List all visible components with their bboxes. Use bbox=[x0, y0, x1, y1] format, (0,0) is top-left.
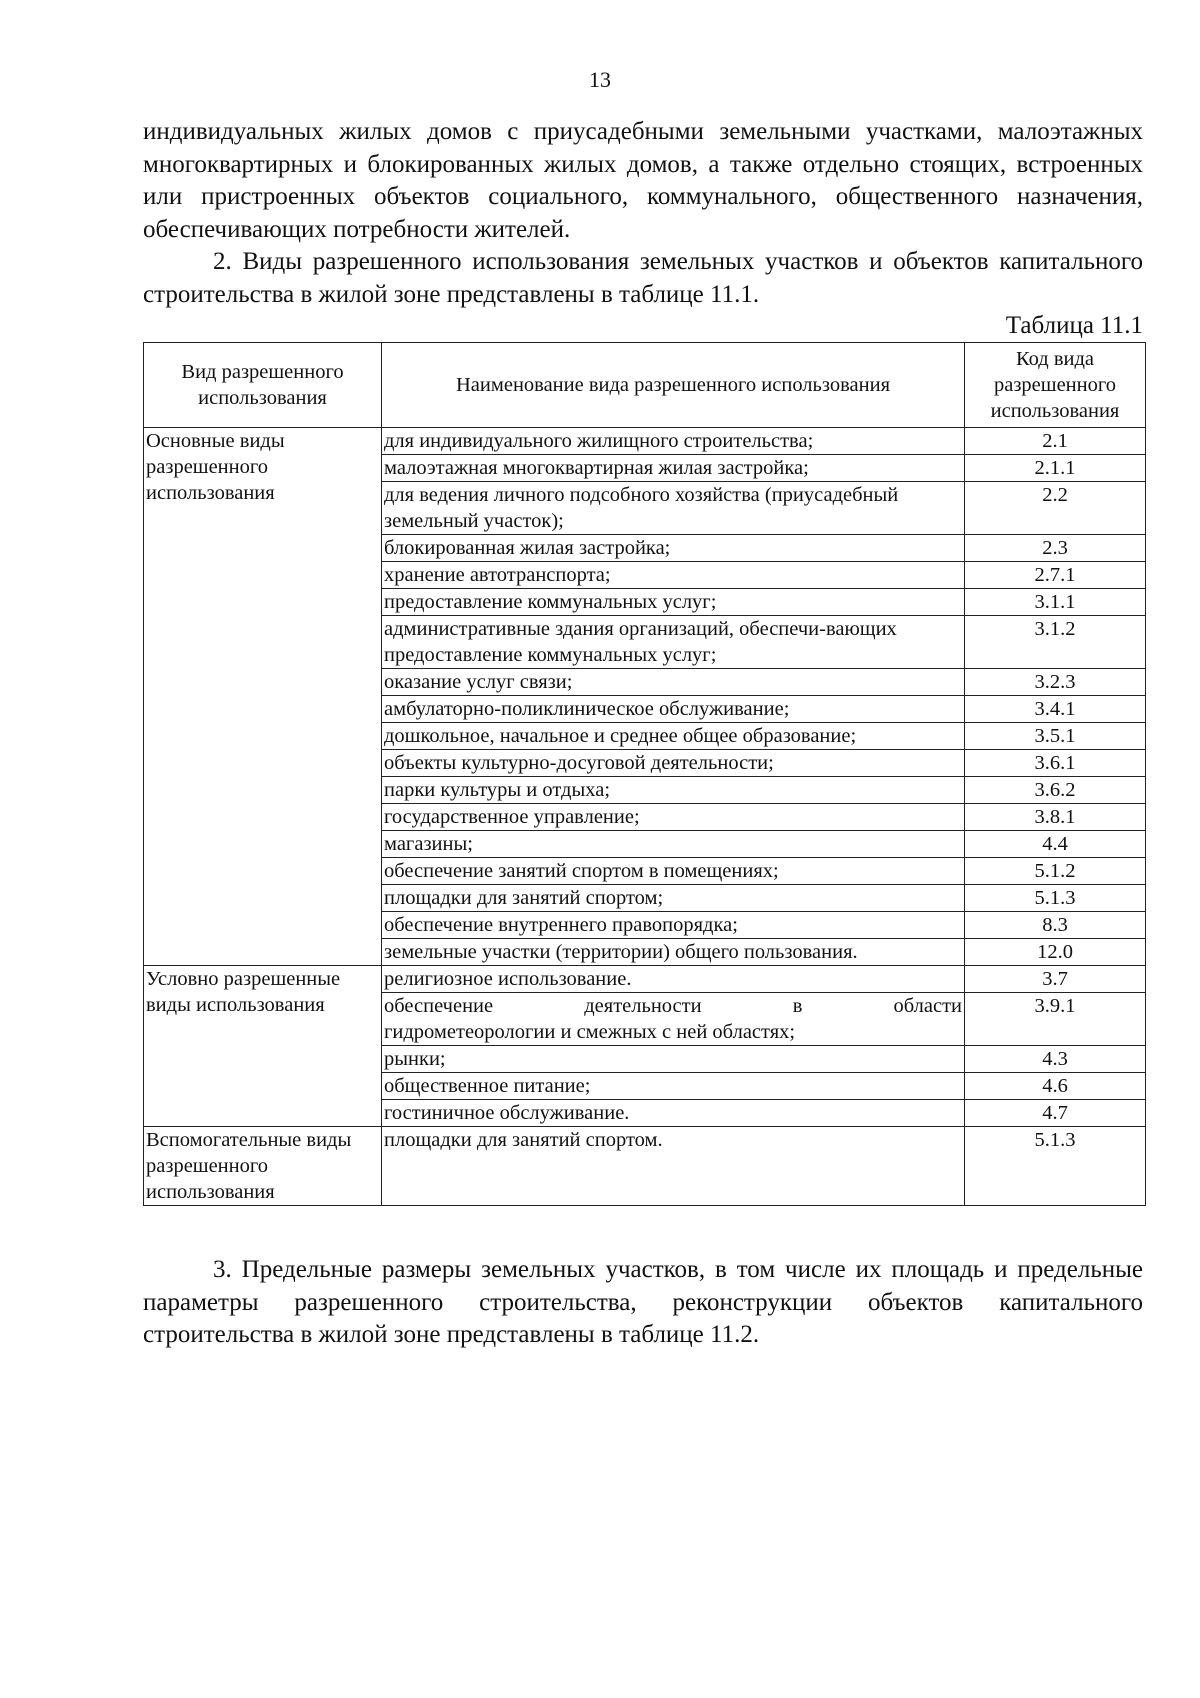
body-text-bottom bbox=[143, 1254, 1143, 1352]
use-code: 5.1.3 bbox=[965, 885, 1146, 912]
use-name: обеспечение внутреннего правопорядка; bbox=[382, 912, 965, 939]
use-name: административные здания организаций, обеспечи-вающих предоставление коммунальных услуг; bbox=[382, 616, 965, 669]
body-text-top bbox=[143, 116, 1143, 311]
use-code: 12.0 bbox=[965, 939, 1146, 966]
use-name: парки культуры и отдыха; bbox=[382, 777, 965, 804]
use-code: 3.7 bbox=[965, 966, 1146, 993]
use-name: общественное питание; bbox=[382, 1073, 965, 1100]
header-name: Наименование вида разрешенного использования bbox=[382, 343, 965, 428]
use-name: для ведения личного подсобного хозяйства (приусадебный земельный участок); bbox=[382, 482, 965, 535]
use-code: 5.1.3 bbox=[965, 1127, 1146, 1206]
paragraph-continuation: индивидуальных жилых домов с приусадебными земельными участками, малоэтажных многоквартирных и блокированных жилых домов, а также отдельно стоящих, встроенных или пристроенных объектов социального, коммунального, общественного назначения, обеспечивающих потребности жителей. bbox=[143, 118, 1143, 243]
use-code: 3.4.1 bbox=[965, 696, 1146, 723]
header-category: Вид разрешенного использования bbox=[144, 343, 382, 428]
category-main: Основные виды разрешенного использования bbox=[144, 428, 382, 966]
use-code: 2.2 bbox=[965, 482, 1146, 535]
use-code: 2.7.1 bbox=[965, 562, 1146, 589]
use-name: рынки; bbox=[382, 1046, 965, 1073]
use-name bbox=[382, 993, 965, 1046]
use-code: 3.5.1 bbox=[965, 723, 1146, 750]
use-code: 3.1.2 bbox=[965, 616, 1146, 669]
paragraph-3: 3. Предельные размеры земельных участков, в том числе их площадь и предельные параметры разрешенного строительства, реконструкции объектов капитального строительства в жилой зоне представлены в таблице 11.2. bbox=[143, 1256, 1143, 1348]
use-code: 4.3 bbox=[965, 1046, 1146, 1073]
use-name-line-2: гидрометеорологии и смежных с ней областях; bbox=[384, 1021, 796, 1043]
paragraph-2: 2. Виды разрешенного использования земельных участков и объектов капитального строительства в жилой зоне представлены в таблице 11.1. bbox=[143, 248, 1143, 308]
use-code: 4.6 bbox=[965, 1073, 1146, 1100]
use-code: 3.8.1 bbox=[965, 804, 1146, 831]
use-name: малоэтажная многоквартирная жилая застройка; bbox=[382, 455, 965, 482]
use-name: предоставление коммунальных услуг; bbox=[382, 589, 965, 616]
use-code: 5.1.2 bbox=[965, 858, 1146, 885]
use-code: 3.1.1 bbox=[965, 589, 1146, 616]
use-code: 2.1 bbox=[965, 428, 1146, 455]
use-code: 4.4 bbox=[965, 831, 1146, 858]
use-name: государственное управление; bbox=[382, 804, 965, 831]
use-name: для индивидуального жилищного строительства; bbox=[382, 428, 965, 455]
land-use-table bbox=[143, 342, 1146, 1206]
table-row bbox=[144, 966, 1146, 993]
use-name: земельные участки (территории) общего пользования. bbox=[382, 939, 965, 966]
use-name: амбулаторно-поликлиническое обслуживание; bbox=[382, 696, 965, 723]
use-name: гостиничное обслуживание. bbox=[382, 1100, 965, 1127]
use-name: объекты культурно-досуговой деятельности; bbox=[382, 750, 965, 777]
use-name: обеспечение занятий спортом в помещениях; bbox=[382, 858, 965, 885]
use-code: 3.6.2 bbox=[965, 777, 1146, 804]
category-auxiliary: Вспомогательные виды разрешенного использования bbox=[144, 1127, 382, 1206]
table-caption: Таблица 11.1 bbox=[1005, 312, 1143, 339]
use-code: 3.2.3 bbox=[965, 669, 1146, 696]
use-code: 2.3 bbox=[965, 535, 1146, 562]
use-name: магазины; bbox=[382, 831, 965, 858]
use-code: 2.1.1 bbox=[965, 455, 1146, 482]
use-name: дошкольное, начальное и среднее общее образование; bbox=[382, 723, 965, 750]
use-code: 8.3 bbox=[965, 912, 1146, 939]
use-name: оказание услуг связи; bbox=[382, 669, 965, 696]
page-number: 13 bbox=[589, 67, 611, 92]
use-code: 4.7 bbox=[965, 1100, 1146, 1127]
header-code: Код вида разрешенного использования bbox=[965, 343, 1146, 428]
use-code: 3.9.1 bbox=[965, 993, 1146, 1046]
use-name: площадки для занятий спортом; bbox=[382, 885, 965, 912]
use-name: религиозное использование. bbox=[382, 966, 965, 993]
table-row bbox=[144, 1127, 1146, 1206]
use-code: 3.6.1 bbox=[965, 750, 1146, 777]
table-row bbox=[144, 428, 1146, 455]
use-name-line-1: обеспечение деятельности в области bbox=[384, 995, 962, 1017]
table-header-row bbox=[144, 343, 1146, 428]
category-conditional: Условно разрешенные виды использования bbox=[144, 966, 382, 1127]
use-name: блокированная жилая застройка; bbox=[382, 535, 965, 562]
use-name: площадки для занятий спортом. bbox=[382, 1127, 965, 1206]
use-name: хранение автотранспорта; bbox=[382, 562, 965, 589]
